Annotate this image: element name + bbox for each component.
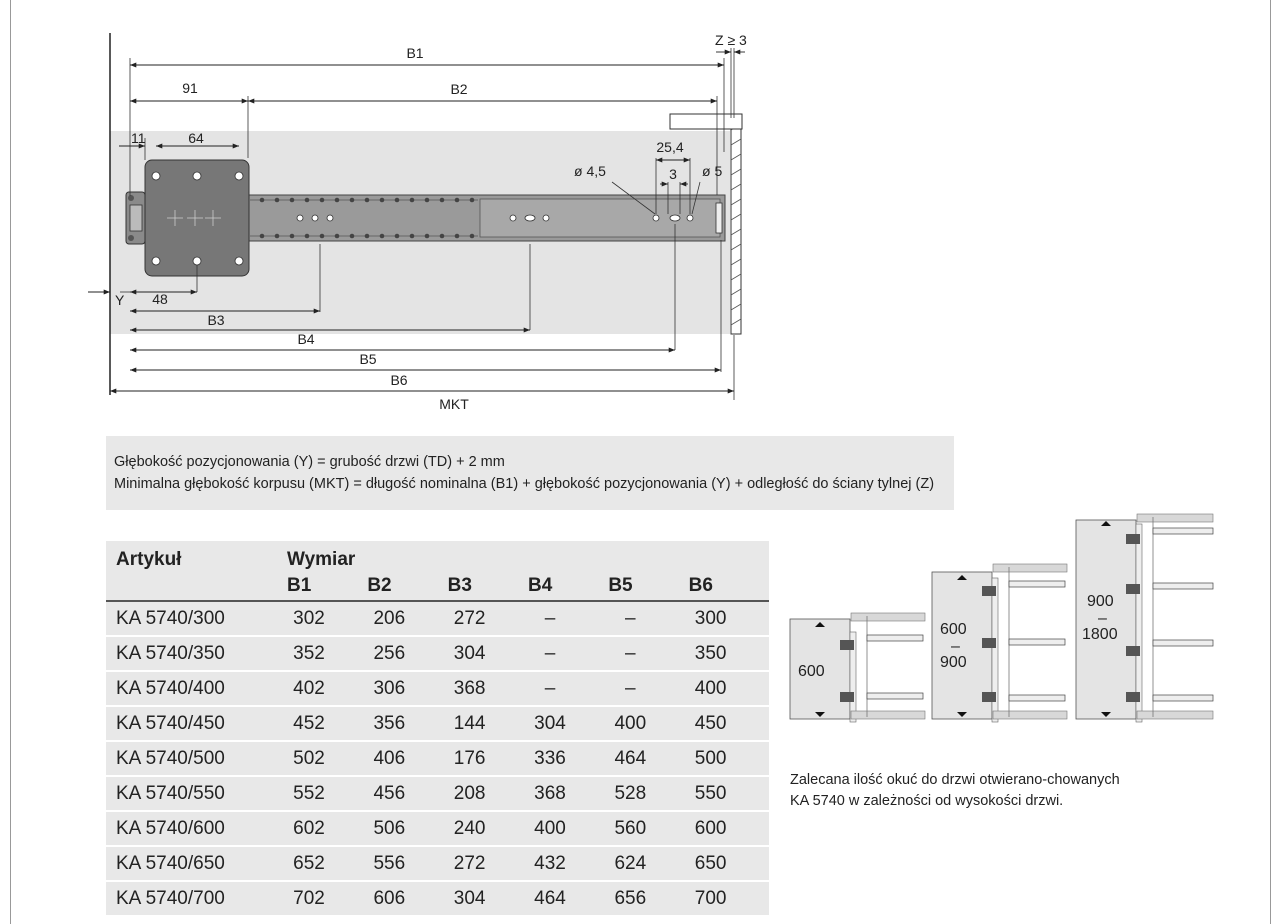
door-height-quantity-figure <box>785 512 1215 732</box>
door-unit-600-900 <box>932 564 1067 722</box>
table-row <box>106 671 769 706</box>
cell-b6: 700 <box>694 887 727 909</box>
cell-b2: 556 <box>373 852 406 874</box>
table-row <box>106 846 769 881</box>
note-min-cabinet-depth: Minimalna głębokość korpusu (MKT) = długość nominalna (B1) + głębokość pozycjonowania (Y) + odległość do ściany tylnej (Z) <box>114 476 935 492</box>
label-254: 25,4 <box>656 139 684 155</box>
door-height-range-start: 600 <box>940 621 967 638</box>
table-row <box>106 811 769 846</box>
cell-article: KA 5740/500 <box>106 741 287 776</box>
cell-b3: 176 <box>453 747 486 769</box>
cell-b3: 240 <box>453 817 486 839</box>
cell-article: KA 5740/650 <box>106 846 287 881</box>
cell-article: KA 5740/400 <box>106 671 287 706</box>
quantity-caption <box>790 770 1210 812</box>
cell-b1: 652 <box>293 852 325 874</box>
cell-article: KA 5740/700 <box>106 881 287 916</box>
cell-b6: 500 <box>694 747 727 769</box>
label-48: 48 <box>152 291 168 307</box>
table-row <box>106 881 769 916</box>
header-article: Artykuł <box>106 541 287 571</box>
cell-b5: 464 <box>614 747 647 769</box>
header-b3: B3 <box>448 571 528 601</box>
cell-b3: 368 <box>453 677 486 699</box>
table-row <box>106 741 769 776</box>
cell-b6: 550 <box>694 782 727 804</box>
slide-rail <box>240 195 725 241</box>
door-height-range-dash: – <box>951 638 960 655</box>
label-64: 64 <box>188 130 204 146</box>
cell-b5: 656 <box>614 887 647 909</box>
cell-article: KA 5740/350 <box>106 636 287 671</box>
cell-article: KA 5740/300 <box>106 601 287 636</box>
label-y: Y <box>115 292 125 308</box>
cell-article: KA 5740/450 <box>106 706 287 741</box>
cell-b2: 406 <box>373 747 406 769</box>
cell-b6: 300 <box>694 607 727 629</box>
note-positioning-depth: Głębokość pozycjonowania (Y) = grubość drzwi (TD) + 2 mm <box>114 454 505 470</box>
label-mkt: MKT <box>439 396 469 412</box>
cell-b3: 208 <box>453 782 486 804</box>
cell-b6: 600 <box>694 817 727 839</box>
cell-b4: 368 <box>534 782 566 804</box>
cell-b3: 144 <box>453 712 486 734</box>
label-b3: B3 <box>207 312 225 328</box>
header-b4: B4 <box>528 571 608 601</box>
formula-notes <box>106 436 954 510</box>
header-b2: B2 <box>367 571 447 601</box>
cell-b4: 464 <box>534 887 566 909</box>
label-11: 11 <box>131 130 146 146</box>
door-height-600: 600 <box>798 663 825 680</box>
cell-b3: 304 <box>453 887 486 909</box>
back-wall <box>731 120 741 334</box>
cell-b2: 306 <box>373 677 406 699</box>
cell-b5: – <box>625 677 636 699</box>
cell-b1: 352 <box>293 642 325 664</box>
cell-b5: – <box>625 642 636 664</box>
door-unit-900-1800 <box>1076 514 1213 722</box>
cell-b4: – <box>544 677 556 699</box>
cell-b1: 502 <box>293 747 325 769</box>
header-b1: B1 <box>287 571 367 601</box>
cell-b4: 432 <box>534 852 566 874</box>
cell-article: KA 5740/550 <box>106 776 287 811</box>
cell-b3: 272 <box>453 607 486 629</box>
cell-b4: – <box>544 642 556 664</box>
dimension-table <box>106 541 769 917</box>
cell-b5: 624 <box>614 852 647 874</box>
cell-b6: 400 <box>694 677 727 699</box>
cell-b2: 606 <box>373 887 406 909</box>
table-row <box>106 706 769 741</box>
cell-b6: 350 <box>694 642 727 664</box>
cell-b4: 336 <box>534 747 566 769</box>
cell-b1: 702 <box>293 887 325 909</box>
door-unit-600 <box>790 613 925 722</box>
label-hole-45: ø 4,5 <box>574 163 606 179</box>
label-b2: B2 <box>450 81 468 97</box>
label-b6: B6 <box>390 372 408 388</box>
door-height-range-end: 900 <box>940 654 967 671</box>
header-b5: B5 <box>608 571 688 601</box>
cell-b5: 528 <box>614 782 647 804</box>
cell-b6: 450 <box>694 712 727 734</box>
cell-b1: 302 <box>293 607 325 629</box>
label-b4: B4 <box>297 331 315 347</box>
cell-article: KA 5740/600 <box>106 811 287 846</box>
cell-b2: 256 <box>373 642 406 664</box>
cell-b2: 206 <box>373 607 406 629</box>
label-b5: B5 <box>359 351 377 367</box>
cell-b4: 400 <box>534 817 566 839</box>
cell-b1: 552 <box>293 782 325 804</box>
label-3: 3 <box>669 166 677 182</box>
header-dimension: Wymiar <box>287 541 769 571</box>
cell-b3: 304 <box>453 642 486 664</box>
table-row <box>106 776 769 811</box>
header-b6: B6 <box>689 571 769 601</box>
caption-line-2: KA 5740 w zależności od wysokości drzwi. <box>790 793 1064 809</box>
cell-b1: 602 <box>293 817 325 839</box>
table-row <box>106 601 769 636</box>
cell-b6: 650 <box>694 852 727 874</box>
cell-b5: 560 <box>614 817 647 839</box>
cell-b5: 400 <box>614 712 647 734</box>
cell-b5: – <box>625 607 636 629</box>
table-row <box>106 636 769 671</box>
cell-b2: 356 <box>373 712 406 734</box>
label-b1: B1 <box>406 45 424 61</box>
cell-b4: 304 <box>534 712 566 734</box>
label-91: 91 <box>182 80 198 96</box>
door-height-range-start: 900 <box>1087 593 1114 610</box>
cell-b1: 452 <box>293 712 325 734</box>
cell-b2: 456 <box>373 782 406 804</box>
label-z: Z ≥ 3 <box>715 32 747 48</box>
slide-dimension-drawing <box>0 0 1280 430</box>
cell-b3: 272 <box>453 852 486 874</box>
door-height-range-dash: – <box>1098 610 1107 627</box>
cell-b2: 506 <box>373 817 406 839</box>
caption-line-1: Zalecana ilość okuć do drzwi otwierano-chowanych <box>790 772 1120 788</box>
door-height-range-end: 1800 <box>1082 626 1118 643</box>
cell-b1: 402 <box>293 677 325 699</box>
label-hole-5: ø 5 <box>702 163 723 179</box>
cell-b4: – <box>544 607 556 629</box>
